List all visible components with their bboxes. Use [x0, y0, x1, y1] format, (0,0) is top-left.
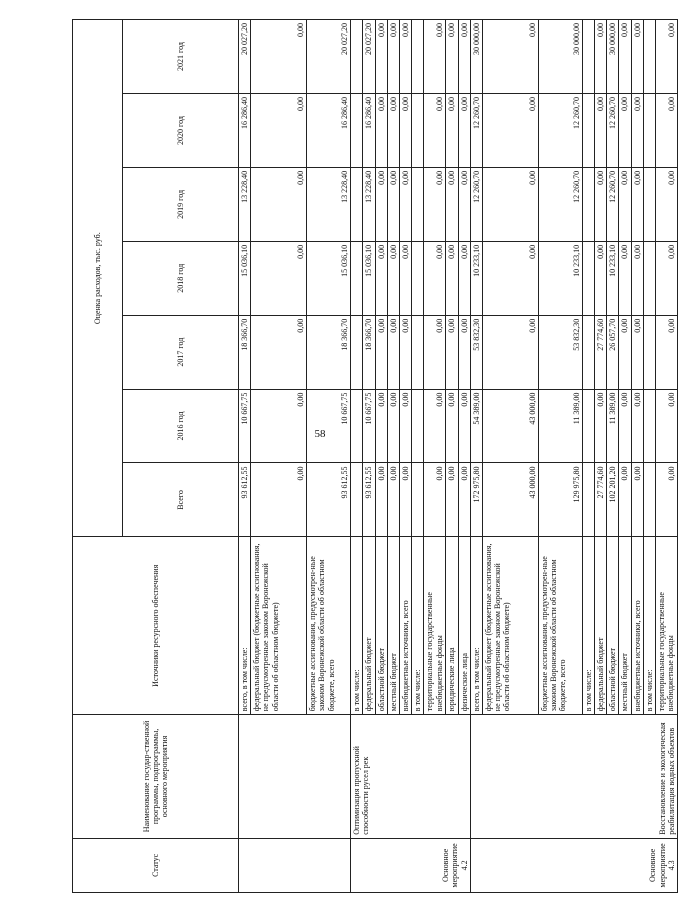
value-total: 0,00: [446, 463, 458, 537]
value-2017: 0,00: [399, 315, 411, 389]
value-2016: 43 000,00: [482, 389, 538, 463]
value-2018: 0,00: [446, 241, 458, 315]
value-total: 0,00: [424, 463, 446, 537]
source-cell: всего, в том числе:: [470, 537, 482, 715]
value-2018: 0,00: [375, 241, 387, 315]
value-2016: 0,00: [446, 389, 458, 463]
value-2018: 0,00: [458, 241, 470, 315]
value-2016: 0,00: [656, 389, 678, 463]
value-2021: 30 000,00: [470, 20, 482, 94]
value-2019: 0,00: [595, 167, 607, 241]
value-total: 93 612,55: [239, 463, 251, 537]
header-estimate: Оценка расходов, тыс. руб.: [73, 20, 123, 537]
value-2020: 0,00: [595, 94, 607, 168]
value-2019: 12 260,70: [607, 167, 619, 241]
value-2017: 0,00: [458, 315, 470, 389]
value-2021: 0,00: [446, 20, 458, 94]
value-2020: 0,00: [446, 94, 458, 168]
value-2018: 0,00: [387, 241, 399, 315]
value-2021: 0,00: [399, 20, 411, 94]
value-2016: 0,00: [595, 389, 607, 463]
source-cell: в том числе:: [643, 537, 655, 715]
value-2018: 0,00: [399, 241, 411, 315]
name-cell: [239, 715, 351, 839]
measure-name: Оптимизация пропускной способности русел рек: [352, 746, 371, 835]
header-total: Всего: [123, 463, 239, 537]
source-cell: территориальные государственные внебюджетные фонды: [656, 537, 678, 715]
value-2020: 12 260,70: [470, 94, 482, 168]
value-2017: 0,00: [251, 315, 307, 389]
value-2017: 18 366,70: [363, 315, 375, 389]
value-2019: 0,00: [631, 167, 643, 241]
value-2017: 53 832,30: [470, 315, 482, 389]
value-total: 0,00: [399, 463, 411, 537]
value-total: 172 975,80: [470, 463, 482, 537]
source-cell: в том числе:: [412, 537, 424, 715]
value-2017: 26 057,70: [607, 315, 619, 389]
value-2017: 0,00: [446, 315, 458, 389]
value-2018: 15 036,10: [239, 241, 251, 315]
value-2017: 0,00: [482, 315, 538, 389]
source-cell: физические лица: [458, 537, 470, 715]
value-2018: 0,00: [251, 241, 307, 315]
value-2021: 20 027,20: [239, 20, 251, 94]
value-2019: 0,00: [482, 167, 538, 241]
value-total: 102 201,20: [607, 463, 619, 537]
value-2017: 0,00: [387, 315, 399, 389]
value-2016: 11 389,00: [538, 389, 582, 463]
header-2021: 2021 год: [123, 20, 239, 94]
source-cell: федеральный бюджет: [595, 537, 607, 715]
source-cell: в том числе:: [351, 537, 363, 715]
value-total: 27 774,60: [595, 463, 607, 537]
header-status: Статус: [73, 838, 239, 892]
value-2020: 0,00: [482, 94, 538, 168]
value-2021: 0,00: [595, 20, 607, 94]
measure-name: Восстановление и экологическая реабилитация водных объектов: [657, 722, 676, 835]
status-label: Основное мероприятие 4.3: [648, 843, 676, 888]
value-2017: 0,00: [619, 315, 631, 389]
value-2017: 18 366,70: [307, 315, 351, 389]
value-2016: 0,00: [375, 389, 387, 463]
source-cell: юридические лица: [446, 537, 458, 715]
value-2016: 0,00: [251, 389, 307, 463]
value-total: 0,00: [458, 463, 470, 537]
source-cell: федеральный бюджет (бюджетные ассигнования, не предусмотренные законом Воронежской области об областном бюджете): [482, 537, 538, 715]
source-cell: территориальные государственные внебюджетные фонды: [424, 537, 446, 715]
value-2020: 12 260,70: [607, 94, 619, 168]
source-cell: в том числе:: [582, 537, 594, 715]
value-2019: 0,00: [656, 167, 678, 241]
value-2021: 20 027,20: [363, 20, 375, 94]
value-2019: 0,00: [619, 167, 631, 241]
header-2020: 2020 год: [123, 94, 239, 168]
value-2018: 0,00: [619, 241, 631, 315]
table-row: [239, 20, 251, 893]
value-2020: 16 286,40: [363, 94, 375, 168]
value-2019: 0,00: [251, 167, 307, 241]
value-2019: 13 228,40: [307, 167, 351, 241]
source-cell: местный бюджет: [387, 537, 399, 715]
name-cell: [470, 715, 677, 839]
value-2016: 10 667,75: [363, 389, 375, 463]
value-2021: 0,00: [619, 20, 631, 94]
value-2019: 12 260,70: [470, 167, 482, 241]
value-2020: 0,00: [656, 94, 678, 168]
value-2021: 0,00: [387, 20, 399, 94]
value-2020: 16 286,40: [307, 94, 351, 168]
value-2020: 0,00: [399, 94, 411, 168]
value-2017: 0,00: [375, 315, 387, 389]
value-2021: 20 027,20: [307, 20, 351, 94]
source-cell: всего, в том числе:: [239, 537, 251, 715]
value-2018: 0,00: [631, 241, 643, 315]
source-cell: местный бюджет: [619, 537, 631, 715]
value-2020: 0,00: [375, 94, 387, 168]
value-2018: 15 036,10: [363, 241, 375, 315]
value-2019: 13 228,40: [363, 167, 375, 241]
value-2018: 0,00: [482, 241, 538, 315]
value-2016: 0,00: [619, 389, 631, 463]
value-total: 93 612,55: [363, 463, 375, 537]
value-2020: 16 286,40: [239, 94, 251, 168]
source-cell: федеральный бюджет: [363, 537, 375, 715]
value-2019: 0,00: [424, 167, 446, 241]
value-2019: 0,00: [399, 167, 411, 241]
header-2018: 2018 год: [123, 241, 239, 315]
value-2021: 30 000,00: [538, 20, 582, 94]
value-2017: 0,00: [656, 315, 678, 389]
status-cell: [351, 838, 471, 892]
value-2020: 0,00: [387, 94, 399, 168]
value-2020: 0,00: [631, 94, 643, 168]
value-2020: 0,00: [619, 94, 631, 168]
value-2021: 0,00: [458, 20, 470, 94]
value-2017: 0,00: [424, 315, 446, 389]
name-cell: [351, 715, 471, 839]
value-total: 93 612,55: [307, 463, 351, 537]
value-2021: 30 000,00: [607, 20, 619, 94]
value-2021: 0,00: [424, 20, 446, 94]
value-2021: 0,00: [656, 20, 678, 94]
value-2018: 0,00: [595, 241, 607, 315]
value-2018: 0,00: [424, 241, 446, 315]
value-2018: 0,00: [656, 241, 678, 315]
value-2018: 10 233,10: [607, 241, 619, 315]
value-2017: 53 832,30: [538, 315, 582, 389]
value-total: 43 000,00: [482, 463, 538, 537]
value-2017: 0,00: [631, 315, 643, 389]
value-2016: 11 389,00: [607, 389, 619, 463]
header-name: Наименование государ-ственной программы, подпрограммы, основного мероприятия: [73, 715, 239, 839]
value-2020: 0,00: [251, 94, 307, 168]
value-total: 129 975,80: [538, 463, 582, 537]
value-total: 0,00: [619, 463, 631, 537]
source-cell: внебюджетные источники, всего: [399, 537, 411, 715]
value-total: 0,00: [251, 463, 307, 537]
status-cell: [239, 838, 351, 892]
value-2021: 0,00: [251, 20, 307, 94]
value-total: 0,00: [656, 463, 678, 537]
value-2016: 10 667,75: [239, 389, 251, 463]
value-2021: 0,00: [631, 20, 643, 94]
value-2020: 0,00: [458, 94, 470, 168]
value-2016: 10 667,75: [307, 389, 351, 463]
header-2017: 2017 год: [123, 315, 239, 389]
source-cell: областной бюджет: [375, 537, 387, 715]
value-total: 0,00: [375, 463, 387, 537]
value-2017: 18 366,70: [239, 315, 251, 389]
status-cell: [470, 838, 677, 892]
value-2018: 10 233,10: [470, 241, 482, 315]
value-2016: 0,00: [458, 389, 470, 463]
value-2019: 0,00: [375, 167, 387, 241]
header-2016: 2016 год: [123, 389, 239, 463]
value-2020: 0,00: [424, 94, 446, 168]
table-row: [351, 20, 363, 893]
source-cell: внебюджетные источники, всего: [631, 537, 643, 715]
header-2019: 2019 год: [123, 167, 239, 241]
value-2019: 13 228,40: [239, 167, 251, 241]
value-2018: 10 233,10: [538, 241, 582, 315]
value-2017: 27 774,60: [595, 315, 607, 389]
source-cell: бюджетные ассигнования, предусмотрен-ные законом Воронежской области об областном бюджете, всего: [538, 537, 582, 715]
value-2016: 0,00: [399, 389, 411, 463]
header-source: Источники ресурсного обеспечения: [73, 537, 239, 715]
value-2016: 0,00: [631, 389, 643, 463]
value-2019: 12 260,70: [538, 167, 582, 241]
source-cell: федеральный бюджет (бюджетные ассигнования, не предусмотренные законом Воронежской области об областном бюджете): [251, 537, 307, 715]
value-2016: 54 389,00: [470, 389, 482, 463]
value-total: 0,00: [631, 463, 643, 537]
source-cell: бюджетные ассигнования, предусмотрен-ные законом Воронежской области об областном бюджете, всего: [307, 537, 351, 715]
resource-table: [72, 19, 678, 893]
value-total: 0,00: [387, 463, 399, 537]
value-2021: 0,00: [482, 20, 538, 94]
page-number: 58: [314, 428, 326, 440]
source-cell: областной бюджет: [607, 537, 619, 715]
value-2021: 0,00: [375, 20, 387, 94]
value-2016: 0,00: [424, 389, 446, 463]
table-row: [470, 20, 482, 893]
value-2019: 0,00: [446, 167, 458, 241]
value-2019: 0,00: [387, 167, 399, 241]
value-2018: 15 036,10: [307, 241, 351, 315]
value-2016: 0,00: [387, 389, 399, 463]
value-2019: 0,00: [458, 167, 470, 241]
value-2020: 12 260,70: [538, 94, 582, 168]
status-label: Основное мероприятие 4.2: [441, 843, 469, 888]
